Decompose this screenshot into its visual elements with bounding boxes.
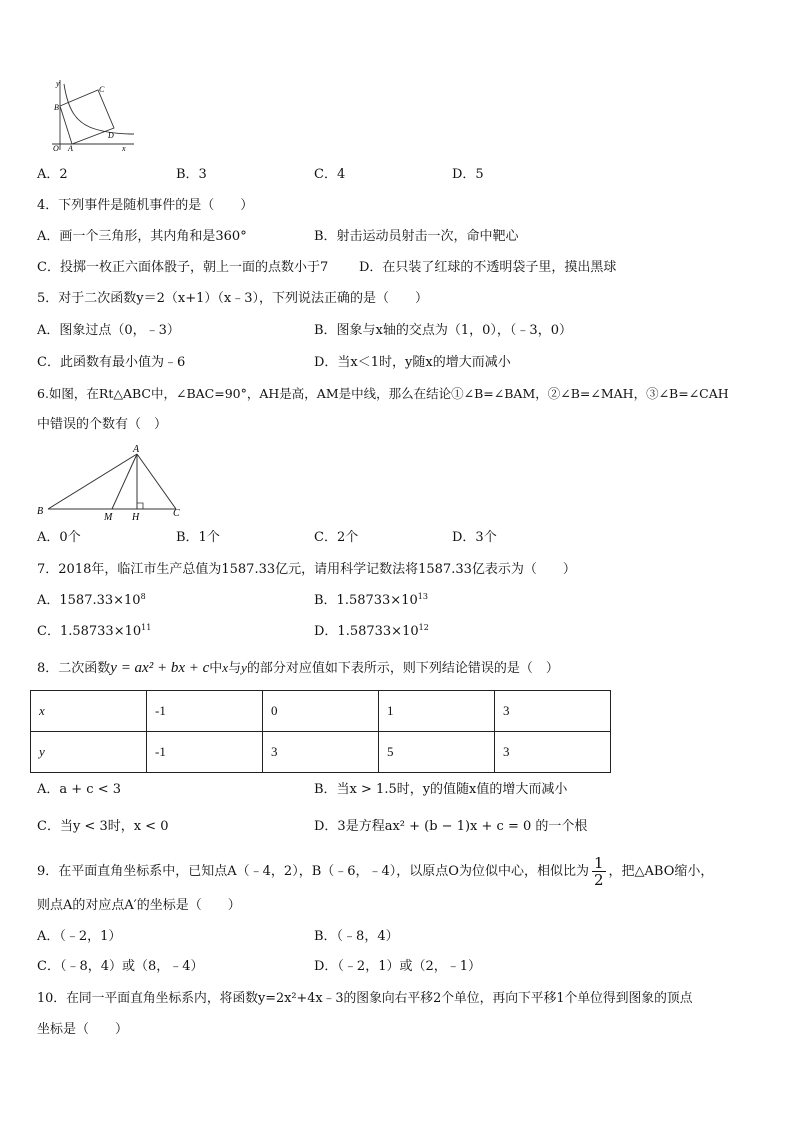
q5-option-b[interactable]: B．图象与x轴的交点为（1，0），（﹣3，0） bbox=[314, 323, 572, 338]
q6-side-ab bbox=[48, 454, 137, 509]
q6-option-a[interactable]: A．0个 bbox=[37, 530, 81, 545]
table-cell: 3 bbox=[263, 732, 379, 773]
q3-graph bbox=[48, 78, 140, 152]
q8-stem-y: y bbox=[241, 660, 247, 675]
q9-frac-den: 2 bbox=[593, 871, 604, 889]
q7-stem: 7．2018年，临江市生产总值为1587.33亿元，请用科学记数法将1587.33亿表示为（ ） bbox=[37, 562, 576, 577]
table-cell: 0 bbox=[263, 691, 379, 732]
table-cell: x bbox=[31, 691, 147, 732]
q8-stem-and: 与 bbox=[228, 661, 242, 676]
q7-option-b-base: B．1.58733×10 bbox=[314, 593, 418, 608]
q3-option-b[interactable]: B．3 bbox=[176, 167, 207, 182]
q7-option-d-exp: 12 bbox=[418, 623, 429, 632]
table-cell: 5 bbox=[379, 732, 495, 773]
q3-label-b: B bbox=[54, 103, 59, 112]
q9-option-c[interactable]: C．（﹣8，4）或（8，﹣4） bbox=[37, 959, 204, 974]
q5-option-d[interactable]: D．当x＜1时，y随x的增大而减小 bbox=[314, 355, 511, 370]
q6-label-a: A bbox=[133, 444, 140, 455]
q6-option-c[interactable]: C．2个 bbox=[314, 530, 359, 545]
q3-option-d[interactable]: D．5 bbox=[452, 167, 484, 182]
q6-side-ac bbox=[137, 454, 176, 509]
q9-stem-line1 bbox=[37, 852, 713, 892]
q5-option-a[interactable]: A．图象过点（0，﹣3） bbox=[37, 323, 180, 338]
q3-square bbox=[60, 90, 114, 144]
q9-stem-part1: 9．在平面直角坐标系中，已知点A（﹣4，2），B（﹣6，﹣4），以原点O为位似中心，相似比为 bbox=[37, 864, 589, 879]
q9-stem-part2: ，把△ABO缩小， bbox=[608, 864, 714, 879]
q3-label-y: y bbox=[56, 79, 60, 88]
q7-option-a-base: A．1587.33×10 bbox=[37, 593, 141, 608]
table-cell: 3 bbox=[495, 732, 611, 773]
q8-stem-suffix: 的部分对应值如下表所示，则下列结论错误的是（ ） bbox=[246, 661, 559, 676]
q8-stem-x: x bbox=[222, 660, 229, 675]
q6-right-angle-mark bbox=[137, 503, 143, 509]
q6-label-b: B bbox=[37, 506, 44, 517]
q10-stem-line1: 10．在同一平面直角坐标系内，将函数y=2x²+4x﹣3的图象向右平移2个单位，再向下平移1个单位得到图象的顶点 bbox=[37, 991, 693, 1006]
q7-option-a-exp: 8 bbox=[140, 592, 146, 601]
table-row bbox=[31, 732, 611, 773]
q9-frac-num: 1 bbox=[593, 854, 604, 872]
q7-option-d-base: D．1.58733×10 bbox=[314, 624, 419, 639]
q8-stem bbox=[37, 659, 559, 678]
q8-stem-func: y = ax² + bx + c bbox=[110, 660, 210, 676]
q8-option-d[interactable]: D．3是方程ax² + (b − 1)x + c = 0 的一个根 bbox=[314, 819, 588, 834]
q10-stem-line2: 坐标是（ ） bbox=[37, 1022, 129, 1037]
q6-label-c: C bbox=[173, 508, 180, 519]
table-cell: -1 bbox=[147, 732, 263, 773]
q6-stem-line1: 6.如图，在Rt△ABC中，∠BAC=90°，AH是高，AM是中线，那么在结论①∠B=∠BAM，②∠B=∠MAH，③∠B=∠CAH bbox=[37, 386, 729, 401]
q7-option-b-exp: 13 bbox=[417, 592, 428, 601]
table-row bbox=[31, 691, 611, 732]
q8-option-b[interactable]: B．当x > 1.5时，y的值随x值的增大而减小 bbox=[314, 782, 568, 797]
q5-stem: 5．对于二次函数y＝2（x+1）（x﹣3），下列说法正确的是（ ） bbox=[37, 291, 428, 306]
q6-option-d[interactable]: D．3个 bbox=[452, 530, 497, 545]
q9-stem-line2: 则点A的对应点A′的坐标是（ ） bbox=[37, 898, 241, 913]
q4-stem: 4．下列事件是随机事件的是（ ） bbox=[37, 198, 254, 213]
q7-option-c-base: C．1.58733×10 bbox=[37, 624, 142, 639]
q7-option-d[interactable] bbox=[314, 623, 429, 641]
table-cell: y bbox=[31, 732, 147, 773]
q9-option-d[interactable]: D．（﹣2，1）或（2，﹣1） bbox=[314, 959, 482, 974]
table-cell: 3 bbox=[495, 691, 611, 732]
q8-stem-prefix: 8．二次函数 bbox=[37, 661, 111, 676]
q9-ratio-fraction bbox=[592, 855, 606, 888]
q3-option-a[interactable]: A．2 bbox=[37, 167, 68, 182]
q4-option-b[interactable]: B．射击运动员射击一次，命中靶心 bbox=[314, 229, 519, 244]
table-cell: -1 bbox=[147, 691, 263, 732]
q3-label-x: x bbox=[122, 144, 126, 152]
q6-option-b[interactable]: B．1个 bbox=[176, 530, 220, 545]
q6-stem-line2: 中错误的个数有（ ） bbox=[37, 417, 168, 432]
q3-label-d: D bbox=[108, 131, 114, 140]
q7-option-a[interactable] bbox=[37, 592, 146, 610]
q9-option-b[interactable]: B．（﹣8，4） bbox=[314, 929, 399, 944]
q9-option-a[interactable]: A．（﹣2，1） bbox=[37, 929, 122, 944]
q3-option-c[interactable]: C．4 bbox=[314, 167, 346, 182]
q5-option-c[interactable]: C．此函数有最小值为﹣6 bbox=[37, 355, 186, 370]
q8-value-table bbox=[30, 690, 611, 773]
q6-figure bbox=[36, 442, 196, 522]
table-cell: 1 bbox=[379, 691, 495, 732]
q7-option-c[interactable] bbox=[37, 623, 151, 641]
q7-option-b[interactable] bbox=[314, 592, 428, 610]
q3-label-a: A bbox=[68, 144, 73, 152]
q3-label-c: C bbox=[99, 85, 105, 94]
q3-label-o: O bbox=[53, 144, 59, 152]
q6-label-h: H bbox=[132, 512, 140, 522]
q4-option-d[interactable]: D．在只装了红球的不透明袋子里，摸出黑球 bbox=[359, 260, 617, 275]
q6-label-m: M bbox=[104, 512, 113, 522]
q7-option-c-exp: 11 bbox=[141, 623, 152, 632]
q8-option-c[interactable]: C．当y < 3时，x < 0 bbox=[37, 819, 169, 834]
q4-option-c[interactable]: C．投掷一枚正六面体骰子，朝上一面的点数小于7 bbox=[37, 260, 329, 275]
q8-stem-mid: 中 bbox=[209, 661, 223, 676]
q4-option-a[interactable]: A．画一个三角形，其内角和是360° bbox=[37, 229, 247, 244]
q8-option-a[interactable]: A．a + c < 3 bbox=[37, 782, 122, 797]
